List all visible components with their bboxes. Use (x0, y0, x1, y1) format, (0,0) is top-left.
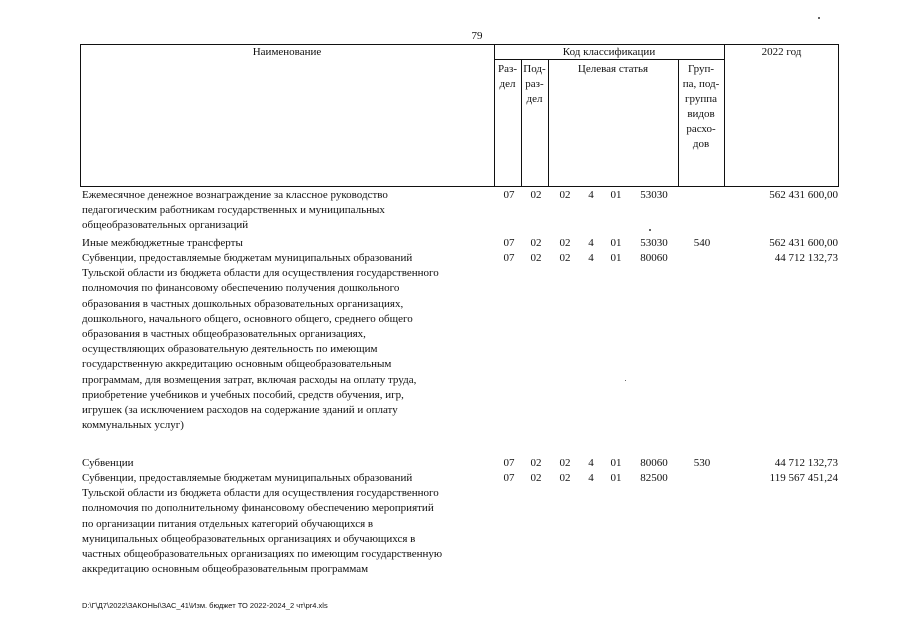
table-header (80, 44, 839, 187)
row-target-part2: 4 (588, 252, 594, 264)
row-target-part3: 01 (610, 237, 622, 249)
row-podrazdel: 02 (530, 457, 542, 469)
header-left-border (80, 44, 81, 187)
row-podrazdel: 02 (530, 189, 542, 201)
row-target-part1: 02 (559, 189, 571, 201)
file-path-footer: D:\Г\Д7\2022\ЗАКОНЫ\ЗАС_41\Изм. бюджет ТО 2022-2024_2 чт\pr4.xls (82, 601, 328, 610)
row-amount: 44 712 132,73 (774, 252, 838, 264)
row-amount: 562 431 600,00 (769, 189, 838, 201)
row-target-part1: 02 (559, 252, 571, 264)
row-target-part3: 01 (610, 252, 622, 264)
header-divider (724, 44, 725, 187)
row-target-part2: 4 (588, 189, 594, 201)
row-name: Субвенции, предоставляемые бюджетам муниципальных образований Тульской области из бюджета области для осуществления государственного полномочия по дополнительному финансовому обеспечению мероприятий по организации питания отдельных категорий обучающихся в муниципальных общеобразовательных организациях и обучающихся в частных общеобразовательных организациях по имеющим государственную аккредитацию основным общеобразовательным программам (82, 472, 443, 576)
header-divider (548, 59, 549, 187)
row-target-part3: 01 (610, 189, 622, 201)
row-podrazdel: 02 (530, 252, 542, 264)
row-name: Субвенции, предоставляемые бюджетам муниципальных образований Тульской области из бюджета области для осуществления государственного полномочия по финансовому обеспечению получения дошкольного образования в частных дошкольных образовательных организациях, дошкольного, начального общего, основного общего, среднего общего образования в частных общеобразовательных организациях, осуществляющих образовательную деятельность по имеющим государственную аккредитацию основным общеобразовательным программам, для возмещения затрат, включая расходы на оплату труда, приобретение учебников и учебных пособий, средств обучения, игр, игрушек (за исключением расходов на содержание зданий и оплату коммунальных услуг) (82, 252, 439, 432)
row-razdel: 07 (503, 189, 515, 201)
row-target-part3: 01 (610, 472, 622, 484)
row-target-part4: 80060 (640, 252, 668, 264)
column-header-razdel: Раз- дел (497, 63, 517, 90)
row-group: 530 (693, 457, 711, 469)
scan-speck (649, 229, 651, 231)
column-header-target: Целевая статья (577, 63, 649, 75)
column-header-name: Наименование (252, 46, 322, 58)
row-target-part1: 02 (559, 237, 571, 249)
column-header-group: Груп- па, под- группа видов расхо- дов (682, 63, 720, 150)
row-amount: 562 431 600,00 (769, 237, 838, 249)
row-target-part1: 02 (559, 457, 571, 469)
row-target-part1: 02 (559, 472, 571, 484)
row-target-part4: 82500 (640, 472, 668, 484)
column-header-year: 2022 год (761, 46, 802, 58)
row-name: Субвенции (82, 457, 134, 469)
scan-speck (818, 17, 820, 19)
row-podrazdel: 02 (530, 237, 542, 249)
column-header-code: Код классификации (562, 46, 656, 58)
row-target-part4: 53030 (640, 237, 668, 249)
row-name: Ежемесячное денежное вознаграждение за классное руководство педагогическим работникам государственных и муниципальных общеобразовательных организаций (82, 189, 388, 232)
row-razdel: 07 (503, 472, 515, 484)
row-target-part4: 80060 (640, 457, 668, 469)
row-target-part2: 4 (588, 457, 594, 469)
scan-speck (625, 380, 626, 381)
row-target-part4: 53030 (640, 189, 668, 201)
row-razdel: 07 (503, 252, 515, 264)
row-razdel: 07 (503, 457, 515, 469)
row-group: 540 (693, 237, 711, 249)
row-amount: 44 712 132,73 (774, 457, 838, 469)
page-number: 79 (471, 30, 483, 42)
row-amount: 119 567 451,24 (769, 472, 838, 484)
row-target-part3: 01 (610, 457, 622, 469)
row-podrazdel: 02 (530, 472, 542, 484)
row-name: Иные межбюджетные трансферты (82, 237, 243, 249)
row-target-part2: 4 (588, 472, 594, 484)
header-right-border (838, 44, 839, 187)
row-target-part2: 4 (588, 237, 594, 249)
header-bottom-border (80, 186, 839, 187)
column-header-podrazdel: Под- раз- дел (523, 63, 546, 105)
row-razdel: 07 (503, 237, 515, 249)
